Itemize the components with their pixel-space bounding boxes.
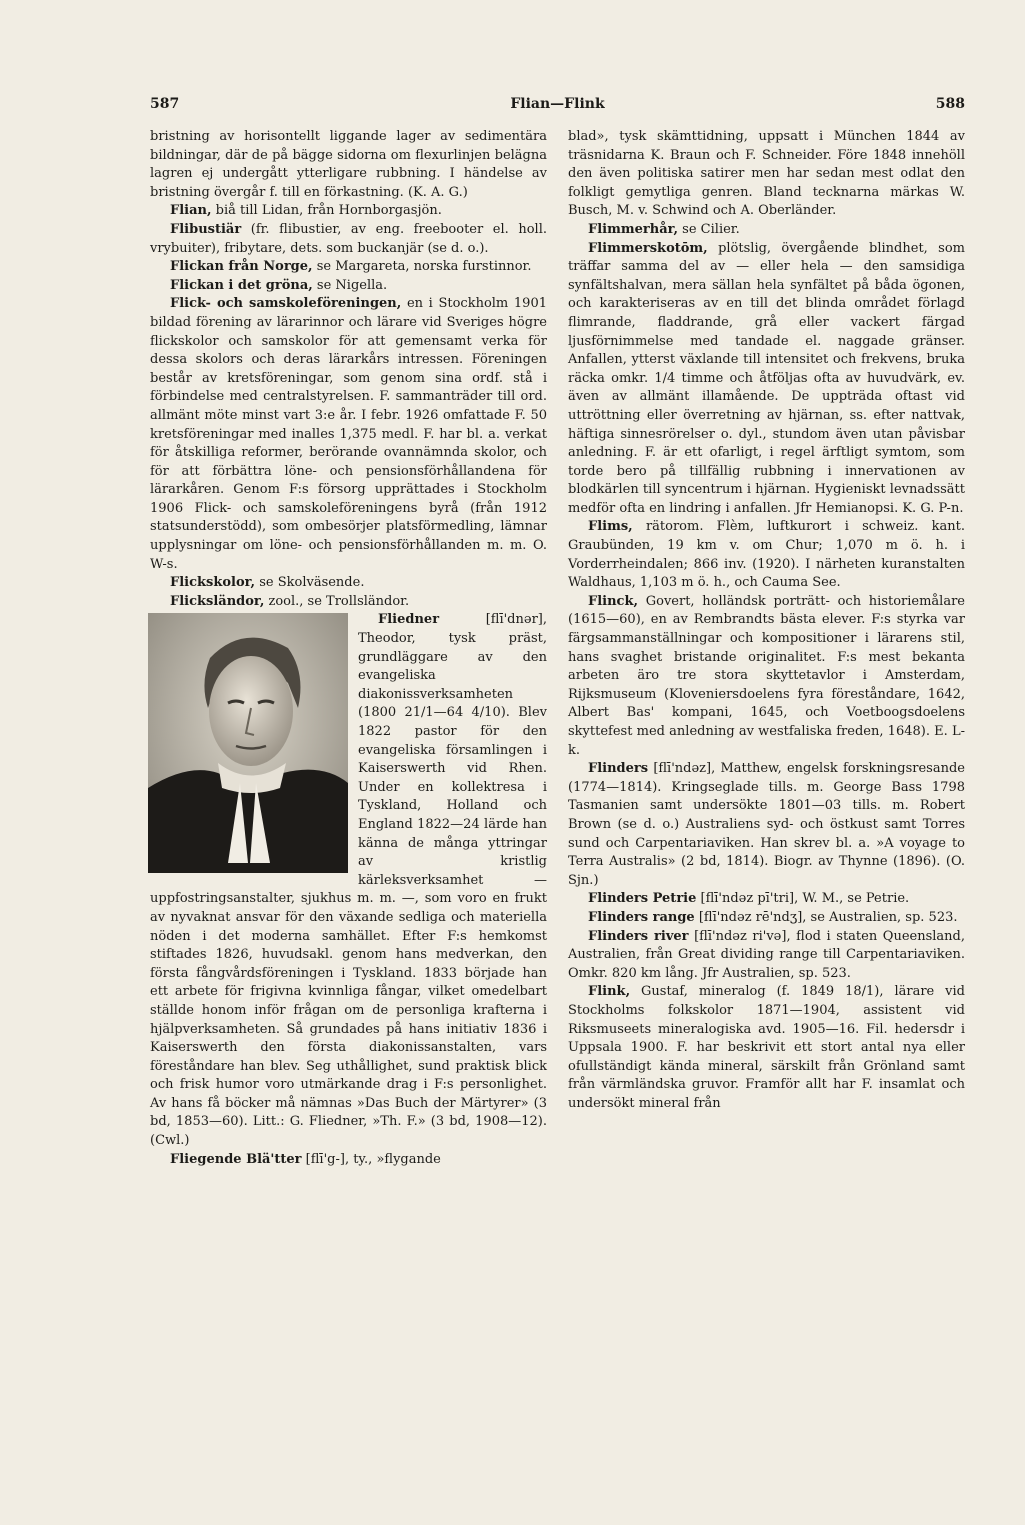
page-header [150,96,965,120]
entry-flims: Flims, rätorom. Flèm, luftkurort i schweiz. kant. Graubünden, 19 km v. om Chur; 1,070 m ö. h. i Vorderrheindalen; 866 inv. (1920). I närheten kuranstalten Waldhaus, 1,103 m ö. h., och Cauma See. [568,519,965,591]
entry-flinck: Flinck, Govert, holländsk porträtt- och historiemålare (1615—60), en av Rembrandts bästa elever. F:s styrka var färgsammanställningar och kompositioner i lärarens stil, hans svaghet bristande originalitet. F:s mest bekanta arbeten äro tre stora skyttetavlor i Amsterdam, Rijksmuseum (Kloveniersdoelens fyra föreståndare, 1642, Albert Bas' kompani, 1645, och Voetboogsdoelens skyttefest med anledning av westfaliska freden, 1648). E. L-k. [568,593,965,758]
entry-flinders-river: Flinders river [flī'ndəz ri'və], flod i staten Queensland, Australien, från Great dividing range till Carpentariaviken. Omkr. 820 km lång. Jfr Australien, sp. 523. [568,928,965,981]
entry-flinders-range: Flinders range [flī'ndəz rē'ndʒ], se Australien, sp. 523. [588,909,958,925]
entry-flickan-fran-norge: Flickan från Norge, se Margareta, norska furstinnor. [170,259,532,275]
entry-flinders: Flinders [flī'ndəz], Matthew, engelsk forskningsresande (1774—1814). Kringseglade tills. m. George Bass 1798 Tasmanien samt undersökte 1801—03 tills. m. Robert Brown (se d. o.) Australiens syd- och östkust samt Torres sund och Carpentariaviken. Han skrev bl. a. »A voyage to Terra Australis» (2 bd, 1814). Biogr. av Thynne (1896). (O. Sjn.) [568,761,965,888]
entry-flibustiar: Flibustiär (fr. flibustier, av eng. freebooter el. holl. vrybuiter), fribytare, dets. som buckanjär (se d. o.). [150,221,547,256]
entry-fliegende-blatter: Fliegende Blä'tter [flī'g-], ty., »flygande [170,1151,441,1167]
entry-fliedner: Fliedner [flī'dnər], Theodor, tysk präst, grundläggare av den evangeliska diakonissverksamheten (1800 21/1—64 4/10). Blev 1822 pastor för den evangeliska församlingen i Kaiserswerth vid Rhen. Under en kollektresa i Tyskland, Holland och England 1822—24 lärde han känna de många yttringar av kristlig kärleksverksamhet — uppfostringsanstalter, sjukhus m. m. —, som voro en frukt av nyvaknat ansvar för den växande sedliga och materiella nöden i det moderna samhället. Efter F:s hemkomst stiftades 1826, huvudsakl. genom hans medverkan, den första fångvårdsföreningen i Tyskland. 1833 började han ett arbete för frigivna kvinnliga fångar, vilket omedelbart ställde honom inför frågan om de personliga krafterna i hjälpverksamheten. Så grundades på hans initiativ 1836 i Kaiserswerth den första diakonissanstalten, vars föreståndare han blev. Seg uthållighet, sund praktisk blick och frisk humor voro utmärkande drag i F:s personlighet. Av hans få böcker må nämnas »Das Buch der Märtyrer» (3 bd, 1853—60). Litt.: G. Fliedner, »Th. F.» (3 bd, 1908—12). (Cwl.) [150,612,547,1149]
entry-continuation: bristning av horisontellt liggande lager av sedimentära bildningar, där de på bägge sidorna om flexurlinjen belägna lagren ej undergått ytterligare rubbning. I händelse av bristning övergår f. till en förkastning. (K. A. G.) [150,129,547,200]
left-column [150,128,547,1169]
entry-flimmerskotom: Flimmerskotōm, plötslig, övergående blindhet, som träffar samma del av — eller hela — den samsidiga synfältshalvan, mera sällan hela synfältet på båda ögonen, och karakteriseras av en till det blinda området förlagd flimrande, fladdrande, grå eller vackert färgad ljusförnimmelse med tandade el. naggade gränser. Anfallen, ytterst växlande till intensitet och frekvens, bruka räcka omkr. 1/4 timme och åtföljas ofta av huvudvärk, ev. även av allmänt illamående. De uppträda oftast vid uttröttning eller överretning av hjärnan, ss. efter nattvak, häftiga sinnesrörelser o. dyl., stundom även utan påvisbar anledning. F. är ett ofarligt, i regel ärftligt symtom, som torde bero på tillfällig rubbning i innervationen av blodkärlen till syncentrum i hjärnan. Hygieniskt levnadssätt medför ofta en lindring i anfallen. Jfr Hemianopsi. K. G. P-n. [568,240,965,516]
entry-flickslandor: Flicksländor, zool., se Trollsländor. [170,593,410,609]
entry-flinders-petrie: Flinders Petrie [flī'ndəz pī'tri], W. M., se Petrie. [588,891,910,907]
right-page-number: 588 [935,96,965,112]
entry-flimmerhar: Flimmerhår, se Cilier. [588,221,740,237]
left-page-number: 587 [150,96,180,112]
entry-flickan-i-det-grona: Flickan i det gröna, se Nigella. [170,277,388,293]
running-title: Flian—Flink [510,96,605,112]
entry-continuation: blad», tysk skämttidning, uppsatt i München 1844 av träsnidarna K. Braun och F. Schneider. Före 1848 innehöll den även politiska satirer men har sedan mest odlat den folkligt gemytliga genren. Bland tecknarna märkas W. Busch, M. v. Schwind och A. Oberländer. [568,129,965,219]
portrait-image [148,613,348,873]
right-column [568,128,965,1113]
fliedner-portrait [148,613,348,873]
entry-flickskolor: Flickskolor, se Skolväsende. [170,575,365,591]
entry-flian: Flian, biå till Lidan, från Hornborgasjön. [170,203,442,219]
entry-flink: Flink, Gustaf, mineralog (f. 1849 18/1), lärare vid Stockholms folkskolor 1871—1904, assistent vid Riksmuseets mineralogiska avd. 1905—16. Fil. hedersdr i Uppsala 1900. F. har beskrivit ett stort antal nya eller ofullständigt kända mineral, särskilt från Grönland samt från värmländska gruvor. Framför allt har F. insamlat och undersökt mineral från [568,984,965,1111]
entry-flick-och-samskoleforeningen: Flick- och samskoleföreningen, en i Stockholm 1901 bildad förening av lärarinnor och lärare vid Sveriges högre flickskolor och samskolor för att gemensamt verka för dessa skolors och deras lärarkårs intressen. Föreningen består av kretsföreningar, som genom sina ordf. stå i förbindelse med centralstyrelsen. F. sammanträder till ord. allmänt möte minst vart 3:e år. I febr. 1926 omfattade F. 50 kretsföreningar med inalles 1,375 medl. F. har bl. a. verkat för åtskilliga reformer, berörande ovannämnda skolor, och för att förbättra löne- och pensionsförhållandena för lärarkåren. Genom F:s försorg upprättades i Stockholm 1906 Flick- och samskoleföreningens byrå (från 1912 statsunderstödd), som ombesörjer platsförmedling, lämnar upplysningar om löne- och pensionsförhållanden m. m. O. W-s. [150,296,547,572]
